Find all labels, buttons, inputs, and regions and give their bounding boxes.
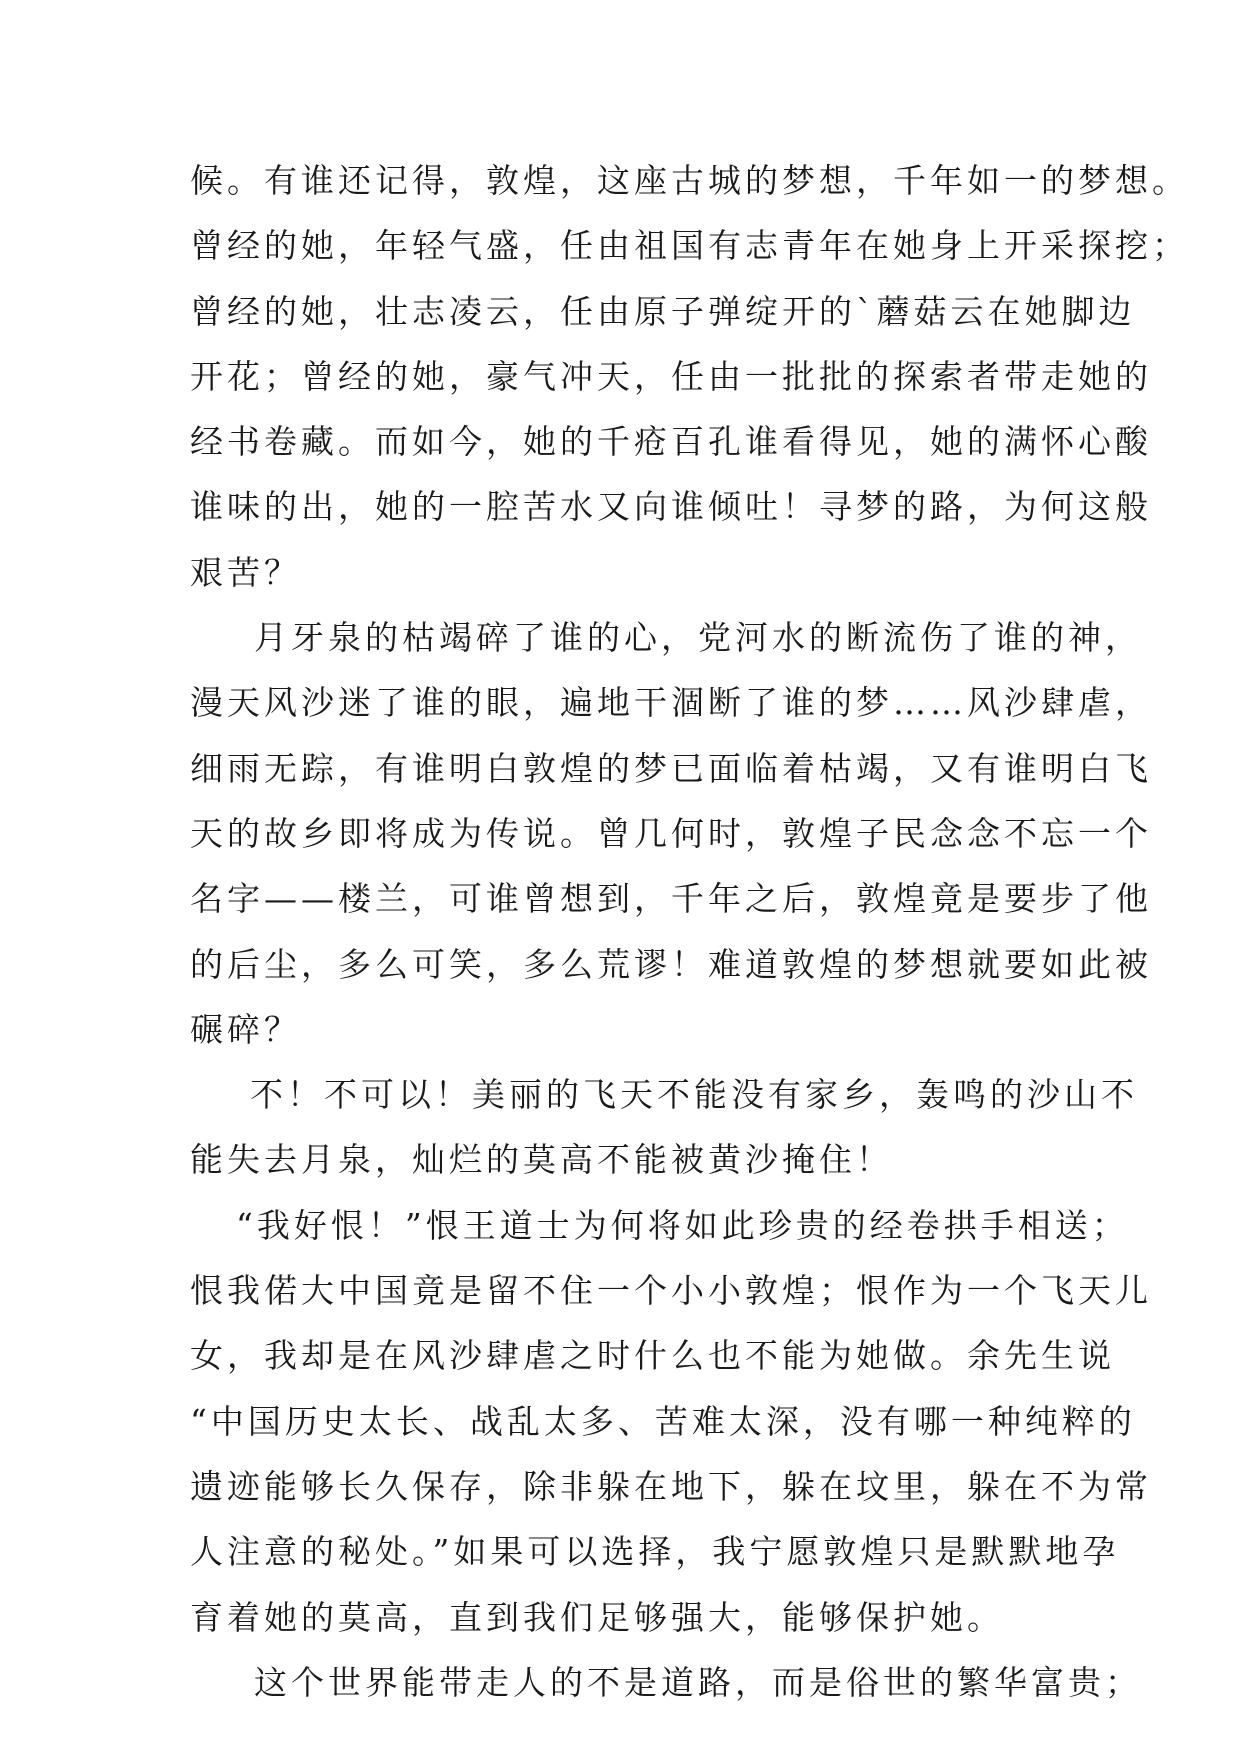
text-line: 经书卷藏。而如今，她的千疮百孔谁看得见，她的满怀心酸	[190, 422, 1152, 462]
paragraph-first-line: 这个世界能带走人的不是道路，而是俗世的繁华富贵；	[254, 1662, 1142, 1702]
text-line: 曾经的她，年轻气盛，任由祖国有志青年在她身上开采探挖；	[190, 226, 1189, 266]
text-line: 开花；曾经的她，豪气冲天，任由一批批的探索者带走她的	[190, 356, 1152, 396]
text-line: 艰苦？	[190, 552, 301, 592]
text-line: “中国历史太长、战乱太多、苦难太深，没有哪一种纯粹的	[190, 1401, 1136, 1441]
text-line: 恨我偌大中国竟是留不住一个小小敦煌；恨作为一个飞天儿	[190, 1271, 1152, 1311]
text-line: 女，我却是在风沙肆虐之时什么也不能为她做。余先生说	[190, 1336, 1115, 1376]
text-line: 候。有谁还记得，敦煌，这座古城的梦想，千年如一的梦想。	[190, 161, 1189, 200]
text-line: 人注意的秘处。”如果可以选择，我宁愿敦煌只是默默地孕	[190, 1532, 1120, 1572]
text-line: 育着她的莫高，直到我们足够强大，能够保护她。	[190, 1597, 1004, 1637]
paragraph-first-line: 月牙泉的枯竭碎了谁的心，党河水的断流伤了谁的神，	[254, 618, 1142, 658]
text-line: 的后尘，多么可笑，多么荒谬！难道敦煌的梦想就要如此被	[190, 944, 1152, 984]
text-line: 遗迹能够长久保存，除非躲在地下，躲在坟里，躲在不为常	[190, 1466, 1152, 1506]
text-line: 能失去月泉，灿烂的莫高不能被黄沙掩住！	[190, 1140, 893, 1180]
text-line: 细雨无踪，有谁明白敦煌的梦已面临着枯竭，又有谁明白飞	[190, 748, 1152, 788]
text-line: 碾碎？	[190, 1009, 301, 1049]
text-line: 谁味的出，她的一腔苦水又向谁倾吐！寻梦的路，为何这般	[190, 487, 1152, 527]
text-line: 名字——楼兰，可谁曾想到，千年之后，敦煌竟是要步了他	[190, 879, 1152, 919]
text-line: 曾经的她，壮志凌云，任由原子弹绽开的`蘑菇云在她脚边	[190, 291, 1136, 331]
text-line: 天的故乡即将成为传说。曾几何时，敦煌子民念念不忘一个	[190, 813, 1152, 853]
article-body	[190, 148, 1189, 1715]
paragraph-first-line: “我好恨！”恨王道士为何将如此珍贵的经卷拱手相送；	[236, 1205, 1129, 1245]
text-line: 漫天风沙迷了谁的眼，遍地干涸断了谁的梦……风沙肆虐，	[190, 683, 1152, 723]
paragraph-first-line: 不！不可以！美丽的飞天不能没有家乡，轰鸣的沙山不	[250, 1075, 1138, 1115]
